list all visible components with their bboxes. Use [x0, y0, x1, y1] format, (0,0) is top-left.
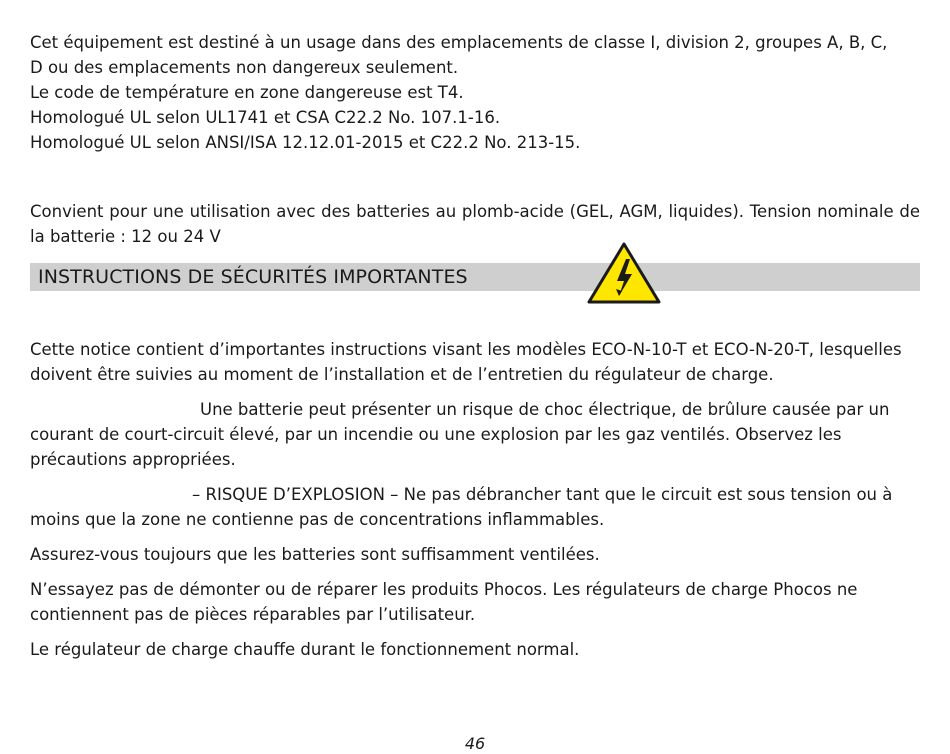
certification-line-1: Cet équipement est destiné à un usage dans des emplacements de classe I, division 2, groupes A, B, C, — [30, 33, 888, 52]
certification-line-5: Homologué UL selon ANSI/ISA 12.12.01-2015 et C22.2 No. 213-15. — [30, 133, 581, 152]
repair-paragraph: N’essayez pas de démonter ou de réparer les produits Phocos. Les régulateurs de charge Phocos ne contiennent pas de pièces réparables par l’utilisateur. — [30, 580, 858, 624]
high-voltage-warning-icon — [586, 241, 662, 305]
certification-block — [30, 30, 920, 155]
certification-line-2: D ou des emplacements non dangereux seulement. — [30, 58, 459, 77]
certification-line-3: Le code de température en zone dangereuse est T4. — [30, 83, 464, 102]
section-title: INSTRUCTIONS DE SÉCURITÉS IMPORTANTES — [38, 266, 468, 288]
certification-line-4: Homologué UL selon UL1741 et CSA C22.2 No. 107.1-16. — [30, 108, 501, 127]
heat-paragraph: Le régulateur de charge chauffe durant le fonctionnement normal. — [30, 640, 580, 659]
section-header-bar — [30, 263, 920, 291]
explosion-hazard-paragraph — [30, 482, 920, 532]
notice-paragraph: Cette notice contient d’importantes instructions visant les modèles ECO-N-10-T et ECO-N-20-T, lesquelles doivent être suivies au moment de l’installation et de l’entretien du régulateur de charge. — [30, 340, 902, 384]
battery-compatibility-text: Convient pour une utilisation avec des batteries au plomb-acide (GEL, AGM, liquides). Tension nominale de la batterie : 12 ou 24 V — [30, 202, 920, 246]
explosion-hazard-text: – RISQUE D’EXPLOSION – Ne pas débrancher tant que le circuit est sous tension ou à moins que la zone ne contienne pas de concentrations inflammables. — [30, 485, 893, 529]
shock-hazard-paragraph — [30, 397, 920, 472]
shock-hazard-text: Une batterie peut présenter un risque de choc électrique, de brûlure causée par un courant de court-circuit élevé, par un incendie ou une explosion par les gaz ventilés. Observez les précautions appropriées. — [30, 400, 890, 469]
ventilation-paragraph: Assurez-vous toujours que les batteries sont suffisamment ventilées. — [30, 545, 600, 564]
manual-page — [30, 30, 920, 662]
page-number: 46 — [464, 734, 486, 753]
